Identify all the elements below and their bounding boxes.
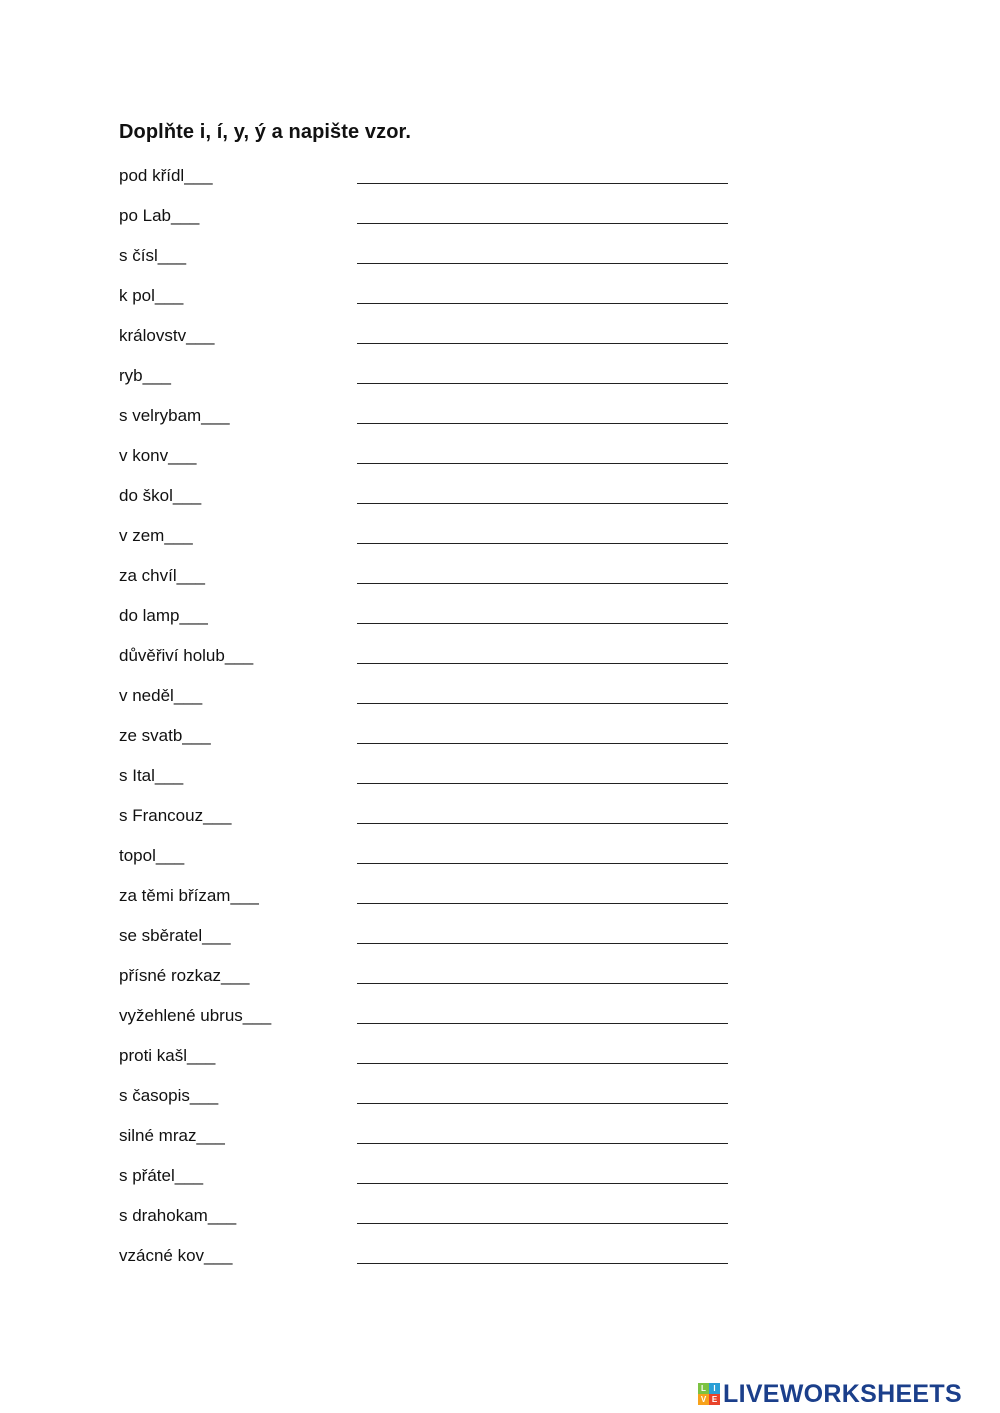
exercise-word: k pol___ xyxy=(119,286,184,305)
answer-line[interactable] xyxy=(357,303,728,304)
exercise-word: s Francouz___ xyxy=(119,806,232,825)
exercise-row xyxy=(0,486,1000,526)
exercise-word: vzácné kov___ xyxy=(119,1246,233,1265)
answer-line[interactable] xyxy=(357,663,728,664)
answer-line[interactable] xyxy=(357,783,728,784)
exercise-row xyxy=(0,326,1000,366)
answer-line[interactable] xyxy=(357,623,728,624)
answer-line[interactable] xyxy=(357,383,728,384)
exercise-row xyxy=(0,1006,1000,1046)
worksheet-title: Doplňte i, í, y, ý a napište vzor. xyxy=(119,121,411,143)
answer-line[interactable] xyxy=(357,423,728,424)
logo-letter-square: V xyxy=(698,1394,709,1405)
exercise-word: do lamp___ xyxy=(119,606,208,625)
exercise-row xyxy=(0,206,1000,246)
answer-line[interactable] xyxy=(357,823,728,824)
logo-letter-square: E xyxy=(709,1394,720,1405)
answer-line[interactable] xyxy=(357,1263,728,1264)
exercise-row xyxy=(0,246,1000,286)
answer-line[interactable] xyxy=(357,863,728,864)
exercise-word: po Lab___ xyxy=(119,206,200,225)
exercise-row xyxy=(0,646,1000,686)
exercise-row xyxy=(0,846,1000,886)
exercise-word: s drahokam___ xyxy=(119,1206,237,1225)
answer-line[interactable] xyxy=(357,1063,728,1064)
exercise-word: proti kašl___ xyxy=(119,1046,216,1065)
exercise-word: královstv___ xyxy=(119,326,215,345)
exercise-row xyxy=(0,606,1000,646)
exercise-row xyxy=(0,966,1000,1006)
answer-line[interactable] xyxy=(357,183,728,184)
answer-line[interactable] xyxy=(357,743,728,744)
exercise-word: ze svatb___ xyxy=(119,726,211,745)
answer-line[interactable] xyxy=(357,1143,728,1144)
exercise-row xyxy=(0,806,1000,846)
exercise-word: za těmi břízam___ xyxy=(119,886,259,905)
exercise-word: s velrybam___ xyxy=(119,406,230,425)
exercise-row xyxy=(0,1046,1000,1086)
exercise-word: v zem___ xyxy=(119,526,193,545)
answer-line[interactable] xyxy=(357,943,728,944)
answer-line[interactable] xyxy=(357,343,728,344)
exercise-word: v neděl___ xyxy=(119,686,203,705)
exercise-word: s Ital___ xyxy=(119,766,184,785)
exercise-row xyxy=(0,566,1000,606)
liveworksheets-logo-icon xyxy=(698,1383,720,1405)
exercise-row xyxy=(0,446,1000,486)
answer-line[interactable] xyxy=(357,543,728,544)
exercise-word: s časopis___ xyxy=(119,1086,219,1105)
exercise-row xyxy=(0,286,1000,326)
logo-letter-square: L xyxy=(698,1383,709,1394)
exercise-row xyxy=(0,1086,1000,1126)
exercise-row xyxy=(0,406,1000,446)
answer-line[interactable] xyxy=(357,1183,728,1184)
exercise-word: do škol___ xyxy=(119,486,202,505)
exercise-row xyxy=(0,166,1000,206)
answer-line[interactable] xyxy=(357,1223,728,1224)
exercise-word: v konv___ xyxy=(119,446,197,465)
logo-letter-square: I xyxy=(709,1383,720,1394)
answer-line[interactable] xyxy=(357,1023,728,1024)
answer-line[interactable] xyxy=(357,263,728,264)
exercise-row xyxy=(0,1126,1000,1166)
exercise-row xyxy=(0,886,1000,926)
answer-line[interactable] xyxy=(357,703,728,704)
exercise-row xyxy=(0,686,1000,726)
exercise-row xyxy=(0,726,1000,766)
exercise-row xyxy=(0,366,1000,406)
exercise-word: důvěřiví holub___ xyxy=(119,646,254,665)
answer-line[interactable] xyxy=(357,903,728,904)
exercise-word: pod křídl___ xyxy=(119,166,213,185)
exercise-word: silné mraz___ xyxy=(119,1126,225,1145)
exercise-row xyxy=(0,526,1000,566)
exercise-row xyxy=(0,1246,1000,1286)
exercise-word: s čísl___ xyxy=(119,246,187,265)
exercise-row xyxy=(0,926,1000,966)
answer-line[interactable] xyxy=(357,463,728,464)
answer-line[interactable] xyxy=(357,503,728,504)
exercise-word: se sběratel___ xyxy=(119,926,231,945)
exercise-word: za chvíl___ xyxy=(119,566,205,585)
exercise-word: ryb___ xyxy=(119,366,171,385)
answer-line[interactable] xyxy=(357,1103,728,1104)
exercise-word: topol___ xyxy=(119,846,185,865)
exercise-row xyxy=(0,1206,1000,1246)
liveworksheets-logo xyxy=(698,1379,962,1409)
exercise-row xyxy=(0,766,1000,806)
liveworksheets-logo-text: LIVEWORKSHEETS xyxy=(723,1379,962,1408)
answer-line[interactable] xyxy=(357,583,728,584)
exercise-word: vyžehlené ubrus___ xyxy=(119,1006,272,1025)
answer-line[interactable] xyxy=(357,223,728,224)
answer-line[interactable] xyxy=(357,983,728,984)
exercise-word: s přátel___ xyxy=(119,1166,204,1185)
exercise-row xyxy=(0,1166,1000,1206)
exercise-word: přísné rozkaz___ xyxy=(119,966,250,985)
